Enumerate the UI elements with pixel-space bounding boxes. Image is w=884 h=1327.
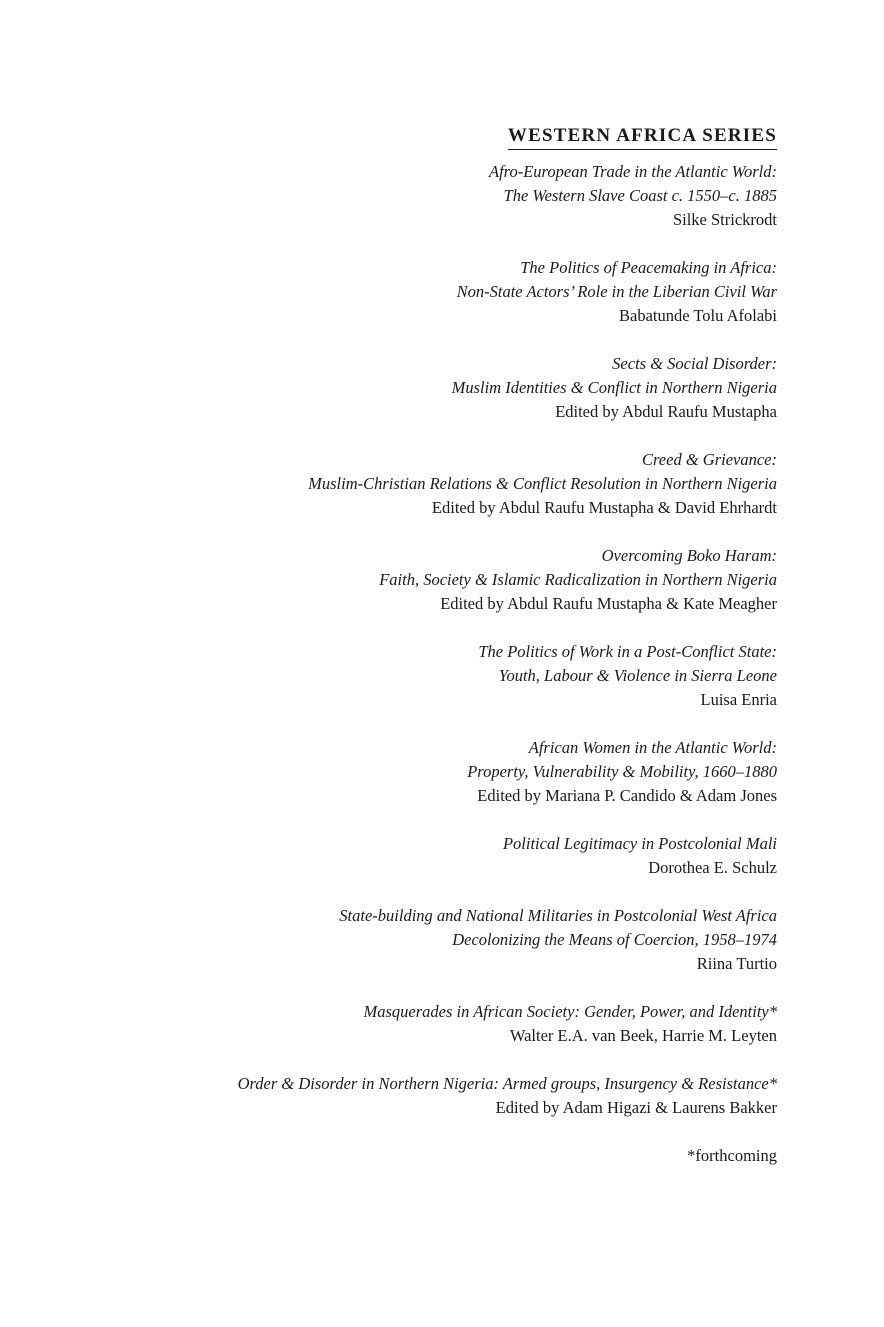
- book-author: Edited by Mariana P. Candido & Adam Jones: [477, 786, 777, 805]
- series-entry: [77, 1000, 777, 1048]
- book-author: Edited by Abdul Raufu Mustapha: [555, 402, 777, 421]
- book-author: Edited by Adam Higazi & Laurens Bakker: [495, 1098, 777, 1117]
- book-title-line: Muslim-Christian Relations & Conflict Resolution in Northern Nigeria: [308, 474, 777, 493]
- book-title-line: Property, Vulnerability & Mobility, 1660–1880: [467, 762, 777, 781]
- forthcoming-footnote: *forthcoming: [687, 1146, 777, 1165]
- book-author: Babatunde Tolu Afolabi: [618, 306, 777, 325]
- series-entry: [77, 544, 777, 616]
- book-title-line: Creed & Grievance:: [641, 450, 777, 469]
- series-entry: [77, 256, 777, 328]
- series-entry: [77, 160, 777, 232]
- book-title-line: The Politics of Work in a Post-Conflict State:: [478, 642, 777, 661]
- series-entry: [77, 832, 777, 880]
- book-title-line: Non-State Actors’ Role in the Liberian Civil War: [456, 282, 777, 301]
- book-title-line: Political Legitimacy in Postcolonial Mali: [502, 834, 777, 853]
- series-entry: [77, 640, 777, 712]
- book-author: Silke Strickrodt: [672, 210, 777, 229]
- book-author: Riina Turtio: [696, 954, 777, 973]
- book-title-line: Youth, Labour & Violence in Sierra Leone: [498, 666, 777, 685]
- book-title-line: Decolonizing the Means of Coercion, 1958–1974: [452, 930, 777, 949]
- series-entry: [77, 736, 777, 808]
- book-author: Luisa Enria: [700, 690, 777, 709]
- book-title-line: Afro-European Trade in the Atlantic World:: [489, 162, 777, 181]
- book-author: Edited by Abdul Raufu Mustapha & David Ehrhardt: [431, 498, 777, 517]
- book-title-line: African Women in the Atlantic World:: [528, 738, 777, 757]
- series-entry: [77, 448, 777, 520]
- book-author: Edited by Abdul Raufu Mustapha & Kate Meagher: [440, 594, 777, 613]
- series-entry: [77, 904, 777, 976]
- book-title-line: The Politics of Peacemaking in Africa:: [520, 258, 777, 277]
- series-title: WESTERN AFRICA SERIES: [508, 124, 777, 150]
- series-entry: [77, 352, 777, 424]
- book-title-line: Overcoming Boko Haram:: [601, 546, 777, 565]
- series-entry: [77, 1072, 777, 1120]
- series-list: [77, 160, 777, 1168]
- book-title-line: Masquerades in African Society: Gender, Power, and Identity*: [363, 1002, 777, 1021]
- book-title-line: State-building and National Militaries in Postcolonial West Africa: [339, 906, 777, 925]
- book-author: Walter E.A. van Beek, Harrie M. Leyten: [509, 1026, 777, 1045]
- book-author: Dorothea E. Schulz: [648, 858, 777, 877]
- book-title-line: Sects & Social Disorder:: [612, 354, 777, 373]
- book-title-line: Muslim Identities & Conflict in Northern Nigeria: [451, 378, 777, 397]
- book-title-line: Faith, Society & Islamic Radicalization in Northern Nigeria: [379, 570, 777, 589]
- book-title-line: Order & Disorder in Northern Nigeria: Armed groups, Insurgency & Resistance*: [237, 1074, 777, 1093]
- book-title-line: The Western Slave Coast c. 1550–c. 1885: [503, 186, 777, 205]
